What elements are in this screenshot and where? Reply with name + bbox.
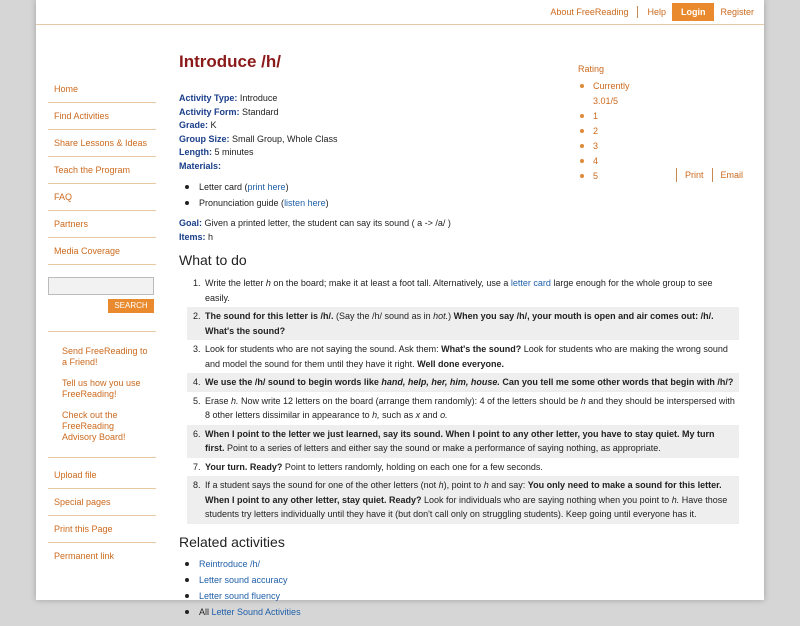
bullet-icon: [580, 84, 584, 88]
register-link[interactable]: Register: [720, 7, 754, 17]
step-item: 3. Look for students who are not saying the sound. Ask them: What's the sound? Look for students who are making the wrong sound and model the sound for them until they have it right. Well done everyone.: [193, 344, 728, 369]
help-link[interactable]: Help: [647, 7, 666, 17]
page-actions: [668, 168, 743, 182]
login-button[interactable]: Login: [672, 3, 715, 21]
meta-value: Small Group, Whole Class: [229, 133, 338, 144]
steps-list: [187, 274, 739, 524]
bullet-icon: [185, 201, 189, 205]
print-link[interactable]: Print: [685, 170, 704, 180]
bullet-icon: [580, 174, 584, 178]
related-list: [185, 556, 739, 620]
bullet-icon: [185, 185, 189, 189]
rating-title: Rating: [578, 64, 605, 74]
related-link[interactable]: Letter sound accuracy: [199, 574, 288, 585]
meta-value: 5 minutes: [212, 147, 254, 157]
rating-option[interactable]: 3: [578, 139, 728, 154]
meta-value: Introduce: [237, 93, 278, 103]
sidebar-item-media-coverage[interactable]: Media Coverage: [48, 242, 156, 265]
meta-value: Standard: [239, 106, 279, 117]
step-item: 1. Write the letter h on the board; make it at least a foot tall. Alternatively, use a letter card large enough for the whole group to see easily.: [193, 278, 713, 303]
section-heading: Related activities: [179, 533, 285, 550]
print-here-link[interactable]: print here: [247, 182, 286, 192]
all-activities-link[interactable]: Letter Sound Activities: [211, 606, 301, 617]
bullet-icon: [185, 594, 189, 598]
step-item: 4. We use the /h/ sound to begin words like hand, help, her, him, house. Can you tell me some other words that begin with /h/?: [187, 373, 739, 392]
goal-items: [179, 217, 739, 244]
send-to-friend-link[interactable]: Send FreeReading to a Friend!: [62, 346, 148, 367]
advisory-board-link[interactable]: Check out the FreeReading Advisory Board!: [62, 410, 126, 442]
step-item: 8. If a student says the sound for one of the other letters (not h), point to h and say: You only need to make a sound for this letter. When I point to any other letter, stay quiet. Ready? Look for individuals who are saying nothing when you point to h. Have those students try letters individually until they have it (but don't call only on struggling students). Keep going until everyone has it.: [187, 476, 739, 524]
items-value: h: [205, 231, 214, 242]
bullet-icon: [185, 610, 189, 614]
about-link[interactable]: About FreeReading: [550, 7, 629, 17]
meta-label: Materials:: [179, 160, 222, 171]
separator: [712, 168, 713, 182]
goal-value: Given a printed letter, the student can say its sound ( a -> /a/ ): [202, 218, 451, 228]
list-item: [185, 588, 739, 604]
sidebar-item-find-activities[interactable]: Find Activities: [48, 107, 156, 130]
rating-option[interactable]: 4: [578, 154, 728, 169]
separator: [637, 6, 638, 18]
section-heading: What to do: [179, 252, 247, 268]
divider: [48, 457, 156, 458]
related-link[interactable]: Letter sound fluency: [199, 590, 281, 601]
rating-box: [578, 64, 728, 184]
step-item: 7. Your turn. Ready? Point to letters randomly, holding on each one for a few seconds.: [193, 461, 543, 472]
meta-label: Group Size:: [179, 133, 230, 144]
letter-card-link[interactable]: letter card: [510, 278, 551, 288]
sidebar: [48, 80, 156, 573]
step-item: 6. When I point to the letter we just learned, say its sound. When I point to any other letter, you have to stay quiet. My turn first. Point to a series of letters and either say the sound or make a performance of saying nothing, as appropriate.: [187, 425, 739, 458]
email-link[interactable]: Email: [720, 170, 744, 180]
sidebar-item-faq[interactable]: FAQ: [48, 188, 156, 211]
list-item: [185, 572, 739, 588]
sidebar-item-home[interactable]: Home: [48, 80, 156, 103]
meta-label: Length:: [179, 147, 212, 157]
list-item: Pronunciation guide (listen here): [185, 195, 739, 211]
meta-label: Grade:: [179, 120, 209, 130]
share-box: [48, 331, 156, 451]
bullet-icon: [185, 562, 189, 566]
rating-option[interactable]: 1: [578, 109, 728, 124]
rating-option[interactable]: 2: [578, 124, 728, 139]
special-pages-link[interactable]: Special pages: [48, 493, 156, 516]
meta-label: Activity Form:: [179, 106, 240, 117]
print-page-link[interactable]: Print this Page: [48, 520, 156, 543]
upload-file-link[interactable]: Upload file: [48, 466, 156, 489]
meta-label: Activity Type:: [179, 93, 238, 103]
permanent-link[interactable]: Permanent link: [54, 551, 115, 561]
related-link[interactable]: Reintroduce /h/: [199, 558, 261, 569]
bullet-icon: [580, 114, 584, 118]
step-item: 5. Erase h. Now write 12 letters on the board (arrange them randomly): 4 of the letters should be h and they should be interspersed with 8 other letters dissimilar in appearance to h, such as x and o.: [193, 395, 735, 420]
header-divider: [36, 24, 764, 25]
bullet-icon: [580, 144, 584, 148]
top-navigation: [548, 0, 764, 24]
list-item: Letter card (print here): [185, 179, 739, 195]
listen-here-link[interactable]: listen here: [284, 198, 326, 208]
search-input[interactable]: [48, 277, 154, 295]
separator: [676, 168, 677, 182]
step-item: 2. The sound for this letter is /h/. (Say the /h/ sound as in hot.) When you say /h/, your mouth is open and air comes out: /h/. What's the sound?: [187, 307, 739, 340]
rating-current: Currently 3.01/5: [578, 79, 728, 109]
list-item: All Letter Sound Activities: [185, 604, 739, 620]
rating-option[interactable]: 5: [578, 169, 728, 184]
page-title: Introduce /h/: [179, 52, 281, 71]
sidebar-item-partners[interactable]: Partners: [48, 215, 156, 238]
sidebar-item-share-lessons[interactable]: Share Lessons & Ideas: [48, 134, 156, 157]
tell-us-link[interactable]: Tell us how you use FreeReading!: [62, 378, 141, 399]
items-label: Items:: [179, 231, 206, 242]
search-button[interactable]: SEARCH: [108, 299, 154, 313]
page: [36, 0, 764, 617]
goal-label: Goal:: [179, 218, 203, 228]
meta-value: K: [208, 120, 217, 130]
sidebar-item-teach-program[interactable]: Teach the Program: [48, 161, 156, 184]
list-item: [185, 556, 739, 572]
bullet-icon: [580, 159, 584, 163]
bullet-icon: [185, 578, 189, 582]
bullet-icon: [580, 129, 584, 133]
